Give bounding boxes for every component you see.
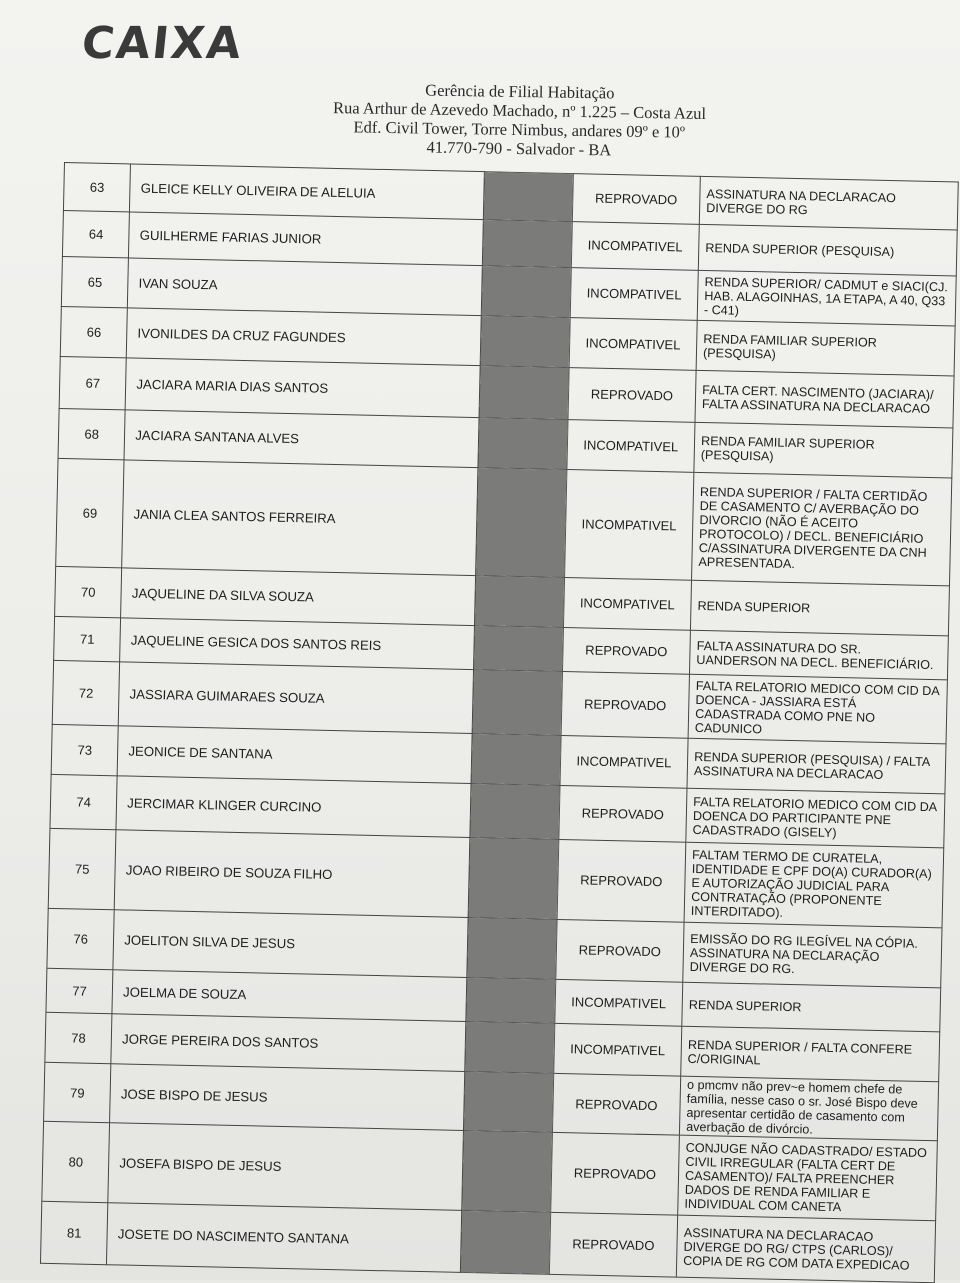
reason-cell-text: RENDA SUPERIOR/ CADMUT e SIACI(CJ. HAB. ALAGOINHAS, 1A ETAPA, A 40, Q33 - C41)	[703, 274, 948, 318]
reason-cell-text: RENDA FAMILIAR SUPERIOR (PESQUISA)	[700, 433, 875, 464]
applicant-name	[117, 726, 472, 784]
reason-cell	[681, 1026, 940, 1082]
status-cell-text: REPROVADO	[585, 642, 668, 660]
applicant-name	[126, 308, 481, 366]
redacted-column	[462, 1130, 552, 1212]
reason-cell	[683, 922, 942, 988]
applicant-name	[121, 568, 476, 626]
row-number	[52, 660, 120, 725]
redacted-column	[460, 1210, 550, 1274]
row-number-text: 63	[89, 179, 105, 195]
reason-cell-text: RENDA SUPERIOR / FALTA CERTIDÃO DE CASAMENTO C/ AVERBAÇÃO DO DIVORCIO (NÃO É ACEITO PROTOCOLO) / DECL. BENEFICIÁRIO C/ASSINATURA DIVERGENTE DA CNH APRESENTADA.	[698, 484, 928, 571]
reason-cell-text: FALTAM TERMO DE CURATELA, IDENTIDADE E CPF DO(A) CURADOR(A) E AUTORIZAÇÃO JUDICIAL PARA CONTRATAÇÃO (PROPONENTE INTERDITADO).	[690, 847, 932, 920]
address-line: 41.770-790 - Salvador - BA	[426, 137, 612, 160]
row-number	[62, 210, 129, 257]
reason-cell	[686, 788, 945, 848]
row-number-text: 75	[74, 861, 90, 877]
applicant-name-text: JOSE BISPO DE JESUS	[120, 1085, 268, 1105]
redacted-column	[479, 366, 569, 420]
applicant-name	[112, 970, 467, 1022]
row-number-text: 66	[86, 324, 102, 340]
reason-cell	[696, 320, 955, 376]
redacted-column	[483, 172, 573, 222]
status-cell	[549, 1212, 678, 1277]
applicant-name-text: GLEICE KELLY OLIVEIRA DE ALELUIA	[140, 180, 376, 201]
row-number	[58, 408, 125, 459]
status-cell	[550, 1132, 679, 1215]
applicant-name-text: JAQUELINE GESICA DOS SANTOS REIS	[130, 632, 382, 654]
applicant-name-text: JEONICE DE SANTANA	[128, 743, 273, 762]
reason-cell	[690, 630, 949, 680]
reason-cell-text: RENDA SUPERIOR / FALTA CONFERE C/ORIGINAL	[687, 1037, 913, 1067]
applicant-name	[111, 1014, 466, 1072]
row-number	[45, 1012, 112, 1063]
row-number	[46, 968, 113, 1013]
status-cell	[568, 368, 697, 423]
status-cell	[564, 470, 694, 581]
redacted-column	[480, 316, 570, 368]
status-cell-text: INCOMPATIVEL	[571, 994, 667, 1012]
status-cell	[562, 627, 690, 674]
redacted-column	[478, 418, 568, 470]
row-number	[47, 908, 115, 969]
applicants-table	[40, 162, 959, 1283]
reason-cell	[694, 422, 953, 478]
reason-cell-text: CONJUGE NÃO CADASTRADO/ ESTADO CIVIL IRREGULAR (FALTA CERT DE CASAMENTO)/ FALTA PREENCHER DADOS DE RENDA FAMILIAR E INDIVIDUAL COM CANETA	[684, 1140, 927, 1214]
applicant-name	[122, 460, 478, 576]
applicant-name-text: IVAN SOUZA	[138, 275, 218, 293]
redacted-column	[481, 266, 571, 318]
reason-cell	[679, 1076, 938, 1141]
status-cell	[561, 671, 690, 738]
redacted-column	[463, 1071, 553, 1132]
status-cell-text: REPROVADO	[572, 1236, 655, 1254]
reason-cell-text: FALTA ASSINATURA DO SR. UANDERSON NA DECL. BENEFICIÁRIO.	[696, 638, 934, 672]
redacted-column	[471, 734, 561, 786]
applicant-name-text: JAQUELINE DA SILVA SOUZA	[131, 585, 314, 605]
applicant-name	[120, 618, 475, 670]
address-line: Edf. Civil Tower, Torre Nimbus, andares 09º e 10º	[353, 117, 686, 142]
status-cell-text: INCOMPATIVEL	[587, 237, 683, 255]
status-cell-text: INCOMPATIVEL	[579, 595, 675, 613]
applicant-name-text: JACIARA SANTANA ALVES	[135, 427, 300, 447]
row-number-text: 68	[84, 426, 100, 442]
applicant-name	[107, 1203, 462, 1273]
status-cell-text: INCOMPATIVEL	[581, 516, 677, 534]
row-number	[40, 1201, 108, 1264]
reason-cell	[697, 270, 956, 326]
reason-cell	[690, 580, 949, 636]
applicant-name	[110, 1064, 465, 1131]
applicant-name	[116, 776, 471, 838]
applicant-name-text: JORGE PEREIRA DOS SANTOS	[121, 1031, 319, 1051]
status-cell	[555, 919, 684, 982]
applicant-name-text: JOSEFA BISPO DE JESUS	[119, 1155, 282, 1174]
row-number	[51, 724, 118, 775]
redacted-column	[468, 838, 558, 920]
applicant-name-text: JANIA CLEA SANTOS FERREIRA	[133, 506, 336, 527]
reason-cell-text: EMISSÃO DO RG ILEGÍVEL NA CÓPIA. ASSINATURA NA DECLARAÇÃO DIVERGE DO RG.	[689, 931, 919, 976]
redacted-column	[476, 468, 567, 578]
applicant-name-text: JOELMA DE SOUZA	[122, 984, 247, 1003]
applicant-name-text: JOELITON SILVA DE JESUS	[124, 932, 296, 952]
applicant-name-text: IVONILDES DA CRUZ FAGUNDES	[137, 325, 346, 346]
status-cell	[558, 785, 687, 842]
row-number	[42, 1121, 110, 1202]
applicant-name	[125, 358, 480, 418]
reason-cell	[695, 370, 954, 428]
status-cell	[571, 222, 699, 271]
redacted-column	[467, 917, 557, 979]
status-cell-text: REPROVADO	[590, 386, 674, 404]
reason-cell	[684, 842, 944, 928]
reason-cell-text: RENDA SUPERIOR (PESQUISA) / FALTA ASSINATURA NA DECLARACAO	[693, 749, 930, 782]
applicant-name	[114, 830, 469, 918]
row-number-text: 65	[87, 274, 103, 290]
row-number	[63, 163, 130, 212]
status-cell-text: INCOMPATIVEL	[586, 285, 682, 303]
row-number-text: 67	[85, 375, 101, 391]
status-cell-text: INCOMPATIVEL	[570, 1041, 666, 1059]
reason-cell	[692, 472, 952, 586]
reason-cell-text: RENDA SUPERIOR (PESQUISA)	[705, 240, 895, 259]
branch-address	[299, 79, 740, 162]
status-cell	[554, 979, 682, 1026]
address-line: Gerência de Filial Habitação	[425, 80, 615, 103]
status-cell-text: REPROVADO	[594, 190, 678, 208]
reason-cell-text: o pmcmv não prev~e homem chefe de família, nesse caso o sr. José Bispo deve apresentar certidão de casamento com averbação de divórcio.	[686, 1077, 918, 1137]
reason-cell-text: ASSINATURA NA DECLARACAO DIVERGE DO RG	[706, 186, 897, 217]
applicant-name-text: GUILHERME FARIAS JUNIOR	[139, 227, 322, 247]
status-cell-text: INCOMPATIVEL	[585, 335, 681, 353]
row-number-text: 70	[80, 584, 96, 600]
address-line: Rua Arthur de Azevedo Machado, nº 1.225 – Costa Azul	[332, 98, 707, 123]
status-cell	[552, 1073, 681, 1135]
status-cell	[553, 1023, 681, 1076]
reason-cell-text: FALTA RELATORIO MEDICO COM CID DA DOENCA DO PARTICIPANTE PNE CADASTRADO (GISELY)	[692, 794, 937, 840]
row-number	[60, 306, 127, 357]
row-number-text: 76	[73, 931, 89, 947]
status-cell	[572, 174, 700, 225]
reason-cell-text: FALTA RELATORIO MEDICO COM CID DA DOENCA - JASSIARA ESTÁ CADASTRADA COMO PNE NO CADUNICO	[694, 678, 940, 736]
row-number-text: 71	[79, 631, 95, 647]
row-number-text: 72	[78, 685, 94, 701]
redacted-column	[472, 670, 562, 736]
applicant-name-text: JOSETE DO NASCIMENTO SANTANA	[117, 1226, 350, 1247]
reason-cell	[687, 738, 946, 794]
reason-cell	[682, 982, 941, 1032]
row-number-text: 64	[88, 226, 104, 242]
applicant-name	[130, 164, 485, 220]
status-cell-text: INCOMPATIVEL	[576, 753, 672, 771]
row-number-text: 80	[68, 1154, 84, 1170]
row-number	[54, 616, 121, 661]
row-number-text: 81	[66, 1225, 82, 1241]
status-cell	[569, 318, 697, 371]
caixa-logo: CAIXA	[79, 18, 246, 69]
reason-cell-text: RENDA FAMILIAR SUPERIOR (PESQUISA)	[702, 331, 878, 362]
reason-cell-text: RENDA SUPERIOR	[697, 598, 811, 615]
applicant-name-text: JOAO RIBEIRO DE SOUZA FILHO	[125, 862, 333, 883]
reason-cell	[698, 224, 957, 276]
applicant-name	[128, 258, 483, 316]
redacted-column	[473, 626, 563, 672]
row-number	[59, 356, 126, 409]
reason-cell	[699, 176, 958, 230]
reason-cell-text: ASSINATURA NA DECLARACAO DIVERGE DO RG/ CTPS (CARLOS)/ COPIA DE RG COM DATA EXPEDICAO	[683, 1225, 910, 1273]
row-number	[44, 1062, 112, 1122]
row-number	[48, 828, 116, 909]
reason-cell-text: FALTA CERT. NASCIMENTO (JACIARA)/ FALTA ASSINATURA NA DECLARACAO	[701, 382, 934, 416]
row-number	[56, 458, 125, 567]
applicant-name	[118, 662, 473, 734]
row-number-text: 78	[71, 1030, 86, 1046]
status-cell	[560, 735, 688, 788]
row-number-text: 73	[77, 742, 93, 758]
status-cell-text: REPROVADO	[573, 1165, 657, 1183]
table-row	[56, 458, 952, 585]
redacted-column	[482, 220, 572, 268]
status-cell	[567, 420, 695, 473]
redacted-column	[465, 1021, 555, 1073]
applicant-name-text: JERCIMAR KLINGER CURCINO	[127, 795, 322, 815]
status-cell-text: INCOMPATIVEL	[583, 437, 679, 455]
row-number	[50, 774, 117, 829]
applicant-name	[113, 910, 468, 978]
status-cell-text: REPROVADO	[583, 696, 667, 714]
reason-cell	[688, 674, 947, 744]
status-cell-text: REPROVADO	[581, 805, 664, 823]
applicants-table-wrapper	[40, 162, 960, 1283]
row-number	[61, 256, 128, 307]
status-cell	[570, 268, 698, 321]
redacted-column	[470, 784, 560, 840]
status-cell	[557, 839, 686, 922]
row-number-text: 77	[72, 983, 87, 999]
redacted-column	[474, 576, 564, 628]
reason-cell-text: RENDA SUPERIOR	[688, 997, 802, 1014]
status-cell-text: REPROVADO	[580, 872, 663, 890]
redacted-column	[466, 977, 556, 1023]
applicant-name	[124, 410, 479, 468]
row-number	[55, 566, 122, 617]
status-cell	[563, 578, 691, 631]
row-number-text: 74	[76, 794, 92, 810]
applicant-name	[129, 212, 484, 266]
status-cell-text: REPROVADO	[575, 1095, 658, 1113]
applicants-table-body	[40, 163, 958, 1283]
row-number-text: 69	[82, 505, 98, 521]
row-number-text: 79	[69, 1084, 85, 1101]
reason-cell	[678, 1135, 938, 1221]
applicant-name-text: JACIARA MARIA DIAS SANTOS	[136, 376, 329, 396]
applicant-name-text: JASSIARA GUIMARAES SOUZA	[129, 686, 325, 706]
applicant-name	[108, 1123, 463, 1211]
reason-cell	[676, 1215, 935, 1283]
status-cell-text: REPROVADO	[578, 942, 661, 960]
